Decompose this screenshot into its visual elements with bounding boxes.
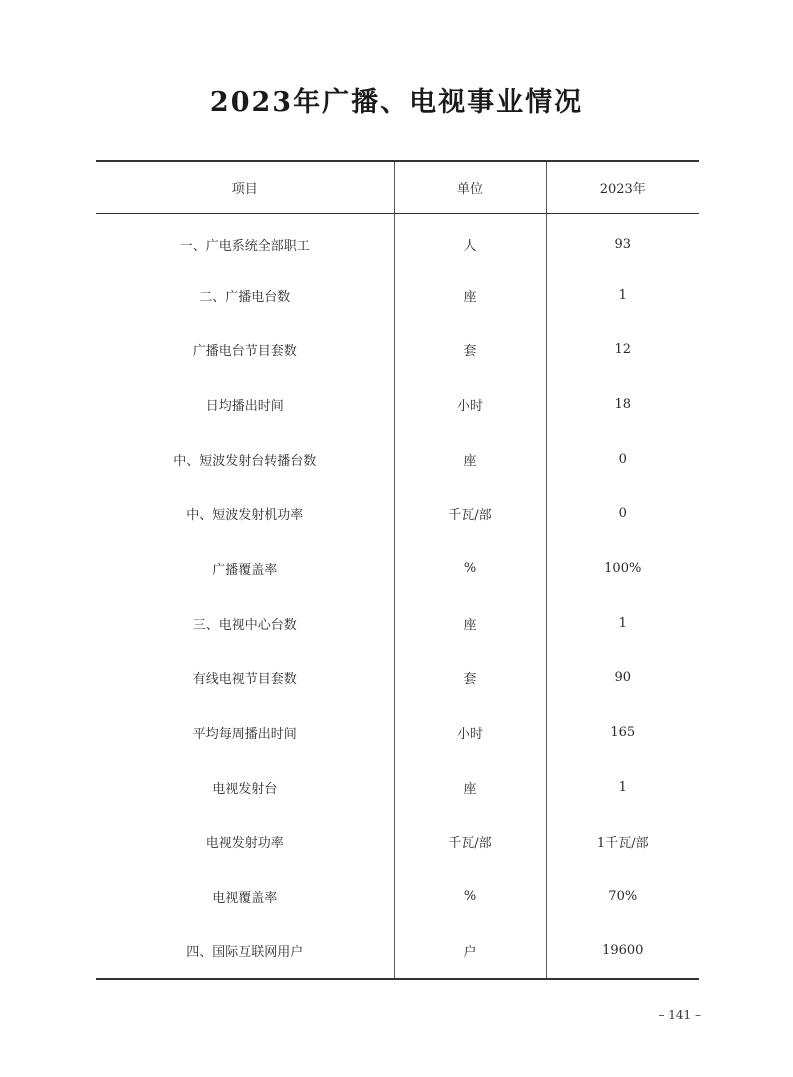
row-item: 中、短波发射台转播台数 [173,453,317,469]
row-unit: % [394,869,546,924]
header-unit: 单位 [394,161,546,213]
table-row [96,924,699,979]
table-header-row [96,161,699,213]
row-value: 19600 [546,924,699,979]
row-value: 12 [614,342,632,358]
row-item: 有线电视节目套数 [192,672,297,688]
row-value: 1 [618,615,627,631]
row-item: 二、广播电台数 [199,289,291,305]
row-value: 0 [618,451,627,467]
table-row [96,651,699,706]
row-item: 日均播出时间 [205,398,284,414]
row-value: 93 [614,237,632,253]
table-row [96,869,699,924]
row-value: 165 [610,725,636,741]
row-item: 四、国际互联网用户 [96,924,394,979]
row-item: 三、电视中心台数 [192,617,297,633]
row-value: 1千瓦/部 [596,836,649,852]
page-title: 2023年广播、电视事业情况 [209,87,584,118]
table-row [96,596,699,651]
row-value: 70% [608,889,638,905]
row-item: 广播电台节目套数 [192,344,297,360]
row-unit: 套 [394,322,546,377]
row-unit: % [394,541,546,596]
row-unit: 小时 [394,377,546,432]
table-row [96,377,699,432]
table-row [96,705,699,760]
row-value: 0 [618,506,627,522]
row-item: 一、广电系统全部职工 [179,239,310,255]
row-unit: 户 [394,924,546,979]
row-item: 广播覆盖率 [212,562,278,578]
table-row [96,760,699,815]
row-value: 18 [614,396,632,412]
row-unit: 座 [394,596,546,651]
table-row [96,432,699,487]
row-unit: 千瓦/部 [394,486,546,541]
table-row [96,815,699,870]
statistics-table [96,160,699,980]
table-row [96,486,699,541]
row-item: 电视发射台 [212,781,278,797]
row-item: 平均每周播出时间 [192,727,297,743]
row-unit: 小时 [394,705,546,760]
row-unit: 座 [394,432,546,487]
row-item: 中、短波发射机功率 [186,508,304,524]
row-unit: 人 [394,213,546,268]
row-value: 90 [614,670,632,686]
header-item: 项目 [96,161,394,213]
table-row [96,268,699,323]
row-unit: 座 [394,760,546,815]
row-unit: 千瓦/部 [394,815,546,870]
row-unit: 套 [394,651,546,706]
table-row [96,541,699,596]
row-unit: 座 [394,268,546,323]
row-value: 100% [604,560,642,576]
row-value: 1 [618,779,627,795]
row-item: 电视发射功率 [205,836,284,852]
table-row [96,322,699,377]
row-item: 电视覆盖率 [212,891,278,907]
page-number: – 141 – [658,1008,701,1022]
row-value: 1 [618,287,627,303]
header-year: 2023年 [546,161,699,213]
table-row [96,213,699,268]
